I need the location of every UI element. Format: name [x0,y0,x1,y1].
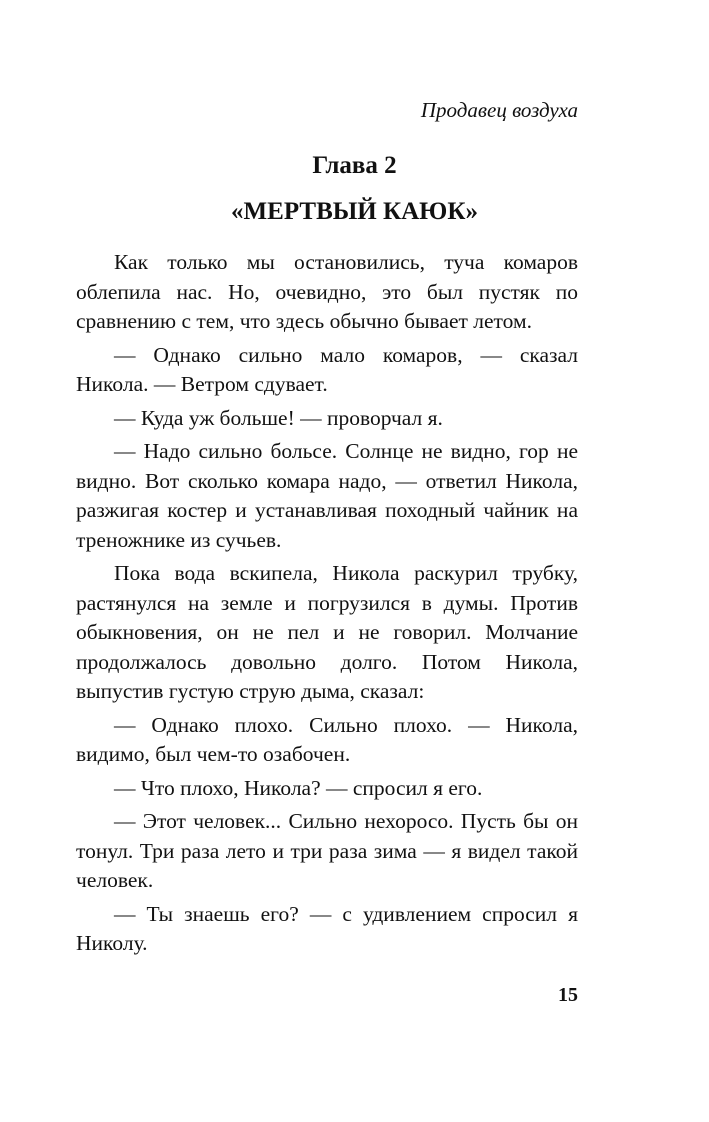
paragraph: — Что плохо, Никола? — спросил я его. [114,775,483,800]
chapter-number: Глава 2 [312,152,397,179]
paragraph: — Однако плохо. Сильно плохо. — Никола, видимо, был чем-то озабочен. [76,712,578,766]
paragraph: Пока вода вскипела, Никола раскурил трубку, растянулся на земле и погрузился в думы. Против обыкновения, он не пел и не говорил. Молчание продолжалось довольно долго. Потом Никола, выпустив густую струю дыма, сказал: [76,561,578,703]
page-number: 15 [558,984,578,1006]
paragraph: Как только мы остановились, туча комаров облепила нас. Но, очевидно, это был пустяк по сравнению с тем, что здесь обычно бывает летом. [76,250,578,333]
paragraph: — Однако сильно мало комаров, — сказал Никола. — Ветром сдувает. [76,342,578,396]
paragraph: — Куда уж больше! — проворчал я. [114,405,443,430]
paragraph: — Надо сильно больсе. Солнце не видно, гор не видно. Вот сколько комара надо, — ответил Никола, разжигая костер и устанавливая походный чайник на треножнике из сучьев. [76,439,578,552]
running-header: Продавец воздуха [420,98,578,122]
paragraph: — Ты знаешь его? — с удивлением спросил я Николу. [76,901,578,955]
paragraph: — Этот человек... Сильно нехоросо. Пусть бы он тонул. Три раза лето и три раза зима — я видел такой человек. [76,809,578,892]
body-text [76,248,578,963]
chapter-title: «МЕРТВЫЙ КАЮК» [231,198,478,225]
